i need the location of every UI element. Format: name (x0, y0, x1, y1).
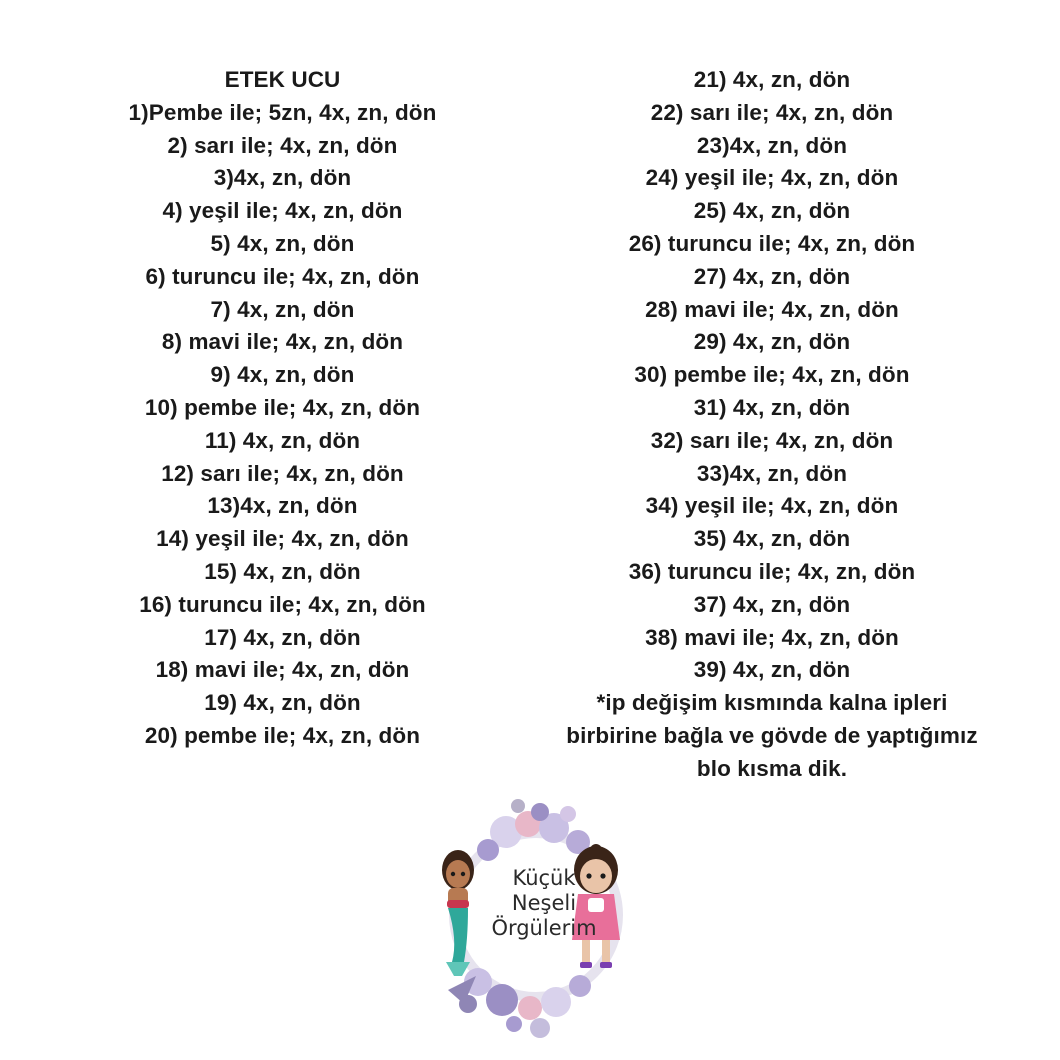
logo-word: Örgülerim (491, 916, 597, 940)
pattern-row: 12) sarı ile; 4x, zn, dön (161, 460, 404, 486)
note-line: blo kısma dik. (696, 755, 848, 781)
pattern-row: 38) mavi ile; 4x, zn, dön (645, 624, 899, 650)
pattern-row: 1)Pembe ile; 5zn, 4x, zn, dön (128, 99, 437, 125)
pattern-row: 17) 4x, zn, dön (204, 624, 361, 650)
pattern-row: 16) turuncu ile; 4x, zn, dön (139, 591, 426, 617)
pattern-row: 37) 4x, zn, dön (693, 591, 851, 617)
pattern-row: 15) 4x, zn, dön (204, 558, 361, 584)
pattern-row: 3)4x, zn, dön (213, 165, 352, 191)
pattern-row: 35) 4x, zn, dön (693, 526, 851, 552)
pattern-row: 30) pembe ile; 4x, zn, dön (634, 362, 910, 388)
pattern-row: 11) 4x, zn, dön (204, 427, 361, 453)
pattern-row: 19) 4x, zn, dön (204, 690, 361, 716)
pattern-row: 23)4x, zn, dön (696, 132, 848, 158)
pattern-row: 32) sarı ile; 4x, zn, dön (650, 427, 894, 453)
pattern-row: 21) 4x, zn, dön (693, 67, 851, 92)
pattern-row: 31) 4x, zn, dön (693, 394, 851, 420)
pattern-row: 8) mavi ile; 4x, zn, dön (161, 329, 404, 355)
left-column (60, 64, 505, 753)
pattern-row: 36) turuncu ile; 4x, zn, dön (628, 558, 916, 584)
logo-word: Küçük (512, 866, 576, 890)
brand-logo (428, 790, 644, 1050)
pattern-row: 39) 4x, zn, dön (693, 657, 851, 683)
pattern-row: 27) 4x, zn, dön (693, 263, 851, 289)
pattern-row: 10) pembe ile; 4x, zn, dön (144, 394, 421, 420)
logo-wordmark (484, 866, 604, 941)
section-title: ETEK UCU (224, 67, 341, 92)
pattern-row: 26) turuncu ile; 4x, zn, dön (628, 230, 916, 256)
pattern-row: 5) 4x, zn, dön (210, 230, 355, 256)
logo-word: Neşeli (511, 891, 577, 915)
pattern-row: 13)4x, zn, dön (207, 493, 358, 519)
pattern-row: 9) 4x, zn, dön (210, 362, 355, 388)
right-column (548, 64, 996, 786)
pattern-row: 22) sarı ile; 4x, zn, dön (650, 99, 894, 125)
pattern-row: 14) yeşil ile; 4x, zn, dön (156, 526, 409, 552)
pattern-row: 7) 4x, zn, dön (210, 296, 355, 322)
pattern-row: 34) yeşil ile; 4x, zn, dön (645, 493, 899, 519)
pattern-row: 28) mavi ile; 4x, zn, dön (645, 296, 899, 322)
pattern-row: 24) yeşil ile; 4x, zn, dön (645, 165, 899, 191)
pattern-row: 4) yeşil ile; 4x, zn, dön (162, 198, 403, 224)
note-line: *ip değişim kısmında kalna ipleri (596, 690, 948, 716)
pattern-row: 6) turuncu ile; 4x, zn, dön (145, 263, 420, 289)
pattern-row: 33)4x, zn, dön (696, 460, 848, 486)
pattern-row: 2) sarı ile; 4x, zn, dön (167, 132, 398, 158)
note-line: birbirine bağla ve gövde de yaptığımız (566, 722, 978, 748)
pattern-row: 20) pembe ile; 4x, zn, dön (144, 722, 421, 748)
pattern-row: 29) 4x, zn, dön (693, 329, 851, 355)
pattern-row: 18) mavi ile; 4x, zn, dön (155, 657, 410, 683)
pattern-row: 25) 4x, zn, dön (693, 198, 851, 224)
